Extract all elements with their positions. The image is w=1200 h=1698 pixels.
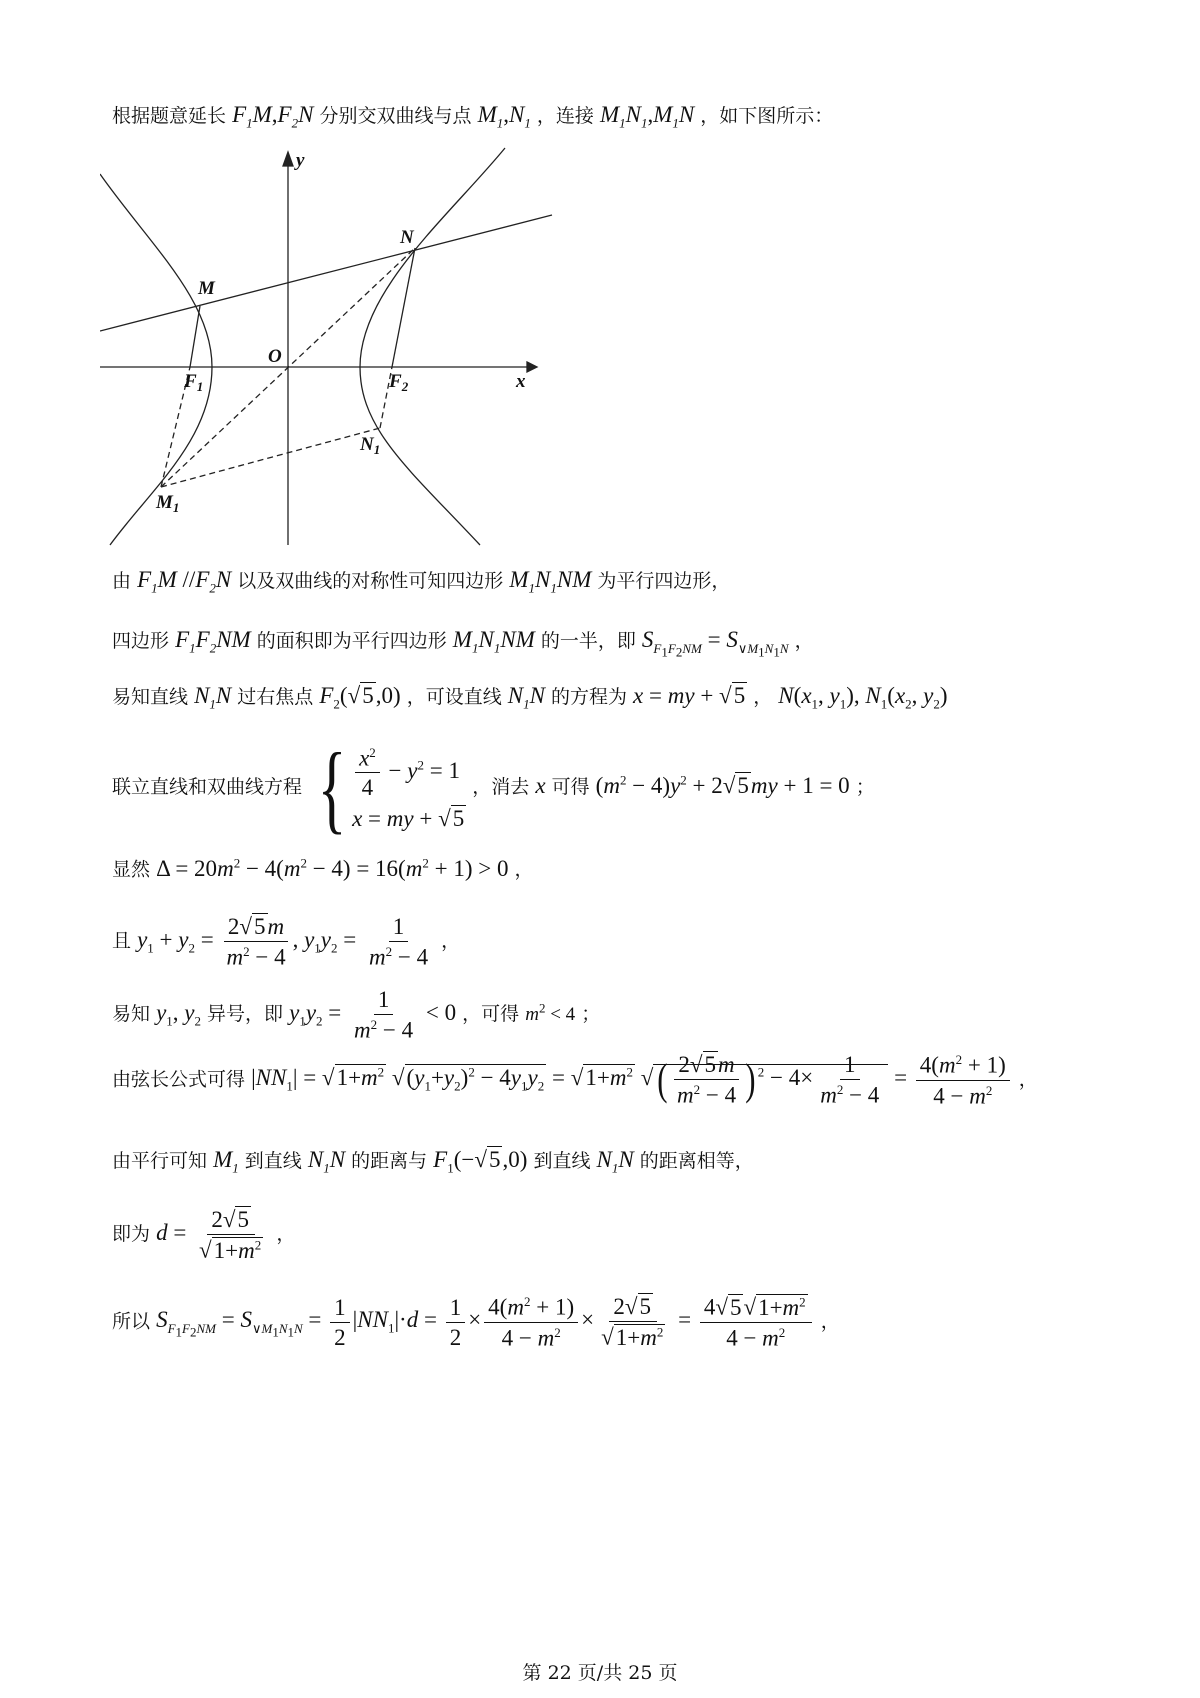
text-segment: 的一半，即	[540, 630, 636, 652]
text-segment: 可得	[551, 776, 590, 798]
equation-system: { $\frac{x^2}{4}$ − $y^2 = 1$ x = my + √5	[317, 732, 465, 843]
text-segment: 根据题意延长	[112, 105, 227, 127]
label-x: x	[516, 371, 526, 392]
text-segment: ，连接	[536, 105, 594, 127]
text-segment: 由弦长公式可得	[112, 1068, 246, 1091]
text-segment: 即为	[112, 1223, 151, 1246]
label-O: O	[268, 346, 282, 367]
right-branch	[360, 148, 505, 545]
label-M: M	[198, 278, 215, 299]
text-segment: ，如下图所示：	[700, 105, 834, 127]
page-footer: 第 22 页/共 25 页	[522, 1662, 678, 1684]
text-segment: 过右焦点	[237, 686, 314, 708]
text-line-11: 即为 d = $\frac{2√5}{√1+m^2}$ ，	[112, 1207, 296, 1263]
text-line-7: 且 $y_1 + y_2$ = $\frac{2√5m}{m^2 - 4}$ , $y_1y_2$ = $\frac{1}{m^2 - 4}$ ，	[112, 914, 461, 970]
text-line-5: 联立直线和双曲线方程 { $\frac{x^2}{4}$ − $y^2 = 1$ x = my + √5 ，消去 x 可得 $(m^2 - 4)y^2 + 2√5my + 1 = 0$ ；	[112, 732, 875, 843]
segment-F1M	[190, 306, 200, 367]
text-segment: ；	[855, 776, 875, 798]
text-segment: 由平行可知	[112, 1150, 208, 1172]
text-segment: 显然	[112, 858, 151, 881]
text-line-6: 显然 $\Delta = 20m^2 - 4(m^2 - 4) = 16(m^2 + 1) > 0$ ，	[112, 855, 534, 881]
hyperbola-figure	[100, 145, 560, 550]
text-segment: 所以	[112, 1310, 151, 1333]
text-segment: ，消去	[472, 776, 530, 798]
text-segment: 的面积即为平行四边形	[256, 630, 447, 652]
text-segment: 易知	[112, 1003, 151, 1026]
x-axis-arrow	[527, 362, 537, 372]
text-segment: 易知直线	[112, 686, 189, 708]
text-line-2: 由 $F_1M$ $//F_2N$ 以及双曲线的对称性可知四边形 $M_1N_1NM$ 为平行四边形，	[112, 567, 731, 596]
text-segment: ，	[441, 930, 461, 953]
label-F1: $F_1$	[184, 371, 204, 394]
text-segment: ，	[276, 1223, 296, 1246]
text-segment: ，	[794, 630, 814, 652]
label-N1: $N_1$	[360, 434, 381, 457]
text-line-1: 根据题意延长 $F_1M,F_2N$ 分别交双曲线与点 $M_1,N_1$ ，连接 $M_1N_1,M_1N$ ，如下图所示：	[112, 102, 834, 131]
text-segment: ，	[753, 686, 773, 708]
dash-M1-N1	[161, 428, 380, 487]
text-segment: 为平行四边形，	[597, 570, 731, 592]
text-segment: ，可得	[462, 1003, 520, 1026]
text-segment: ，可设直线	[406, 686, 502, 708]
text-segment: 的方程为	[550, 686, 627, 708]
text-segment: ，	[820, 1310, 840, 1333]
text-segment: ，	[514, 858, 534, 881]
label-y: y	[296, 150, 305, 171]
text-segment: ，	[1018, 1068, 1038, 1091]
line-MN	[100, 215, 552, 331]
text-segment: 的距离与	[351, 1150, 428, 1172]
text-line-3: 四边形 $F_1F_2NM$ 的面积即为平行四边形 $M_1N_1NM$ 的一半，即 $S_{F_1F_2NM} = S_{\vee M_1N_1N}$ ，	[112, 627, 814, 660]
text-segment: 且	[112, 930, 132, 953]
y-axis-arrow	[283, 152, 293, 166]
text-line-8: 易知 $y_1$, $y_2$ 异号，即 $y_1y_2$ = $\frac{1}{m^2 - 4}$ < 0 ，可得 $m^2 < 4$ ；	[112, 987, 601, 1043]
text-segment: 分别交双曲线与点	[319, 105, 472, 127]
text-segment: 以及双曲线的对称性可知四边形	[237, 570, 504, 592]
text-line-10: 由平行可知 $M_1$ 到直线 $N_1N$ 的距离与 $F_1(-√5,0)$ 到直线 $N_1N$ 的距离相等，	[112, 1147, 754, 1176]
text-segment: 四边形	[112, 630, 170, 652]
text-segment: 联立直线和双曲线方程	[112, 776, 303, 798]
label-F2: $F_2$	[389, 371, 409, 394]
text-segment: 的距离相等，	[639, 1150, 754, 1172]
text-segment: 由	[112, 570, 132, 592]
text-segment: ；	[581, 1003, 601, 1026]
left-branch	[100, 174, 212, 545]
text-line-9: 由弦长公式可得 $|NN_1| = √1+m^2$ $√(y_1+y_2)^2 - 4y_1y_2 = √1+m^2$ √( $\frac{2√5m}{m^2 - 4}$ ) $^2$ − 4× $\frac{1}{m^2 - 4}$ = $\frac{4(m^2 + 1)}{4 - m^2}$ ，	[112, 1052, 1038, 1109]
label-N: N	[400, 227, 414, 248]
text-line-4: 易知直线 $N_1N$ 过右焦点 $F_2(√5,0)$ ，可设直线 $N_1N$ 的方程为 x = my + √5 ， $N(x_1$, $y_1$), $N_1(x_2$, $y_2$)	[112, 683, 948, 712]
text-line-12: 所以 $S_{F_1F_2NM} = S_{\vee M_1N_1N}$ = $\frac{1}{2}$ $|NN_1|\cdot d$ = $\frac{1}{2}$ × $\frac{4(m^2 + 1)}{4 - m^2}$ × $\frac{2√5}{√1+m^2}$ = $\frac{4√5√1+m^2}{4 - m^2}$ ，	[112, 1294, 840, 1351]
text-segment: 到直线	[244, 1150, 302, 1172]
label-M1: $M_1$	[156, 492, 180, 515]
text-segment: 异号，即	[207, 1003, 284, 1026]
text-segment: 到直线	[533, 1150, 591, 1172]
